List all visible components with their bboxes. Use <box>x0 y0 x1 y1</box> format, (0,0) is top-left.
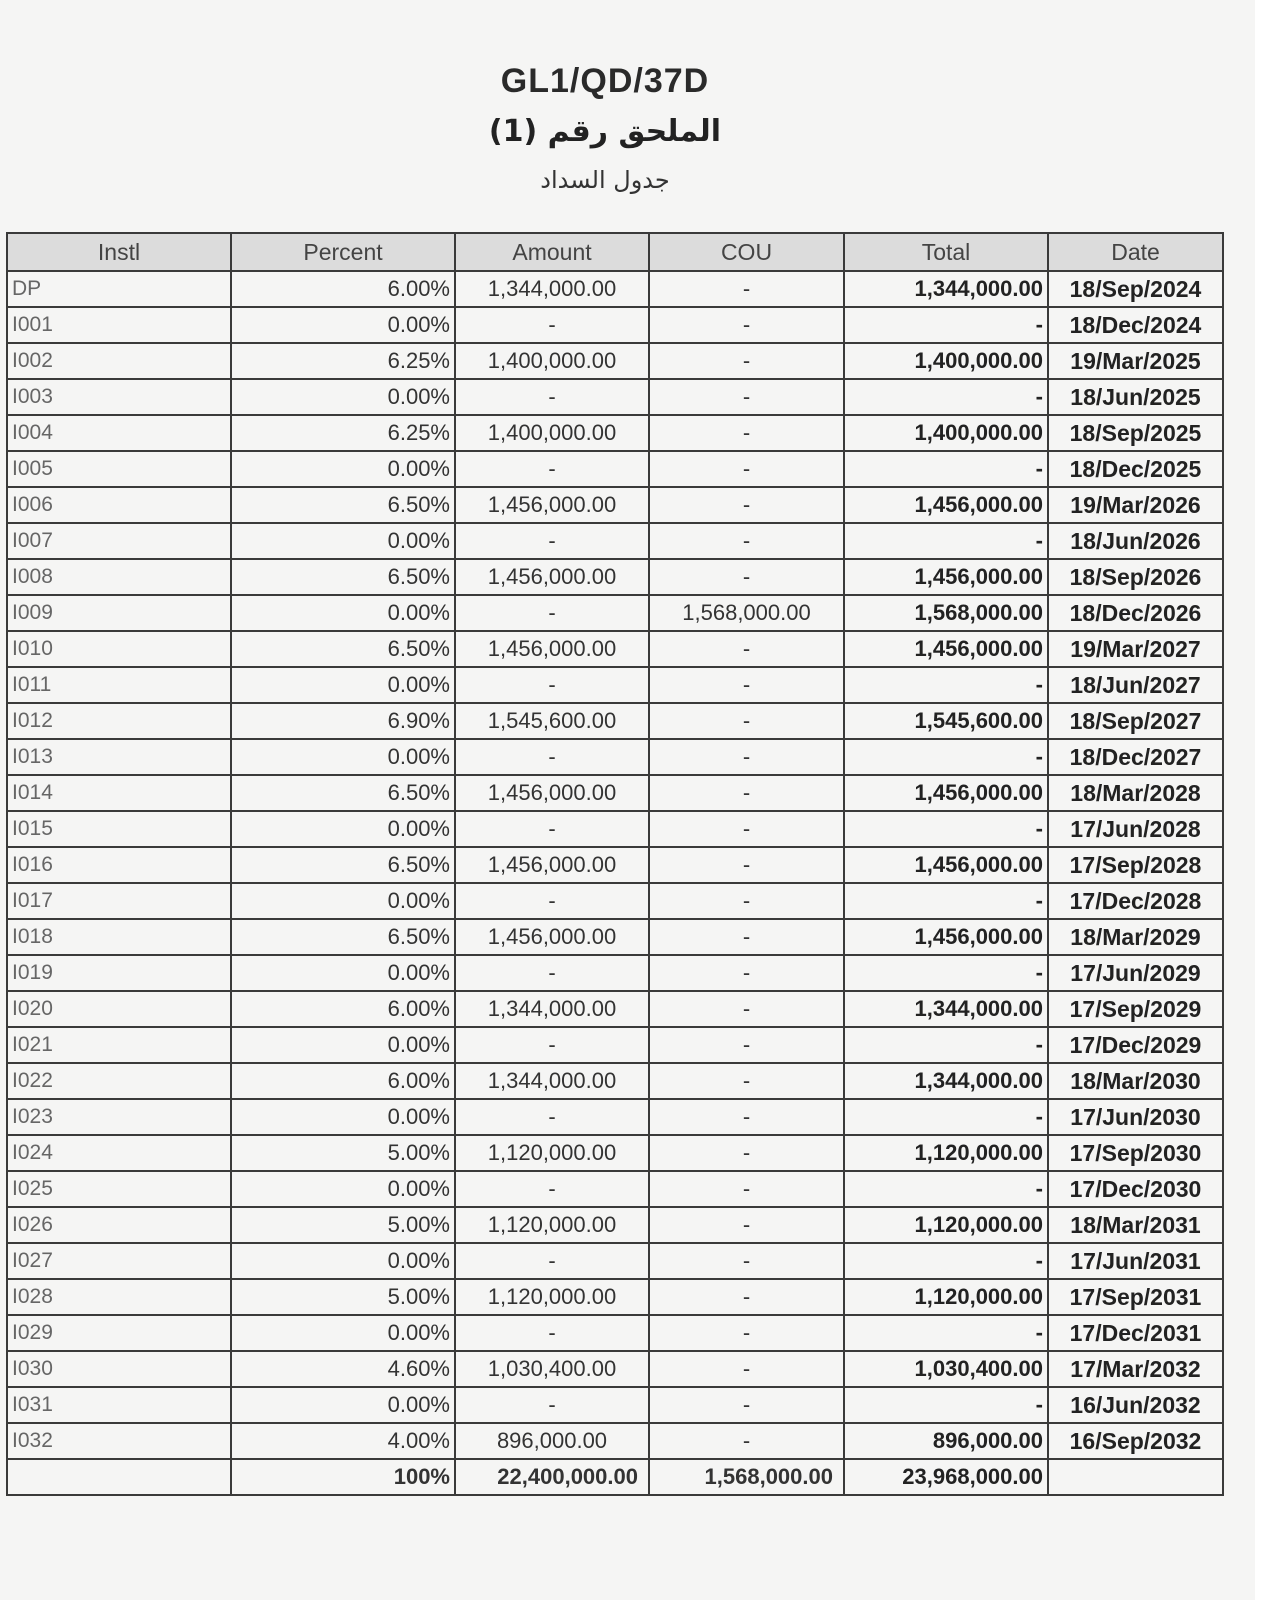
cou-cell: 1,568,000.00 <box>649 595 844 631</box>
amount-cell: - <box>455 1027 649 1063</box>
amount-cell: - <box>455 667 649 703</box>
totals-total-cell: 23,968,000.00 <box>844 1459 1048 1495</box>
instl-cell: I024 <box>7 1135 231 1171</box>
table-row <box>7 1135 1223 1171</box>
amount-cell: 1,344,000.00 <box>455 271 649 307</box>
table-row <box>7 523 1223 559</box>
cou-cell: - <box>649 739 844 775</box>
date-cell: 18/Dec/2027 <box>1048 739 1223 775</box>
date-cell: 18/Dec/2026 <box>1048 595 1223 631</box>
amount-cell: 1,400,000.00 <box>455 415 649 451</box>
instl-cell: I010 <box>7 631 231 667</box>
date-cell: 18/Sep/2025 <box>1048 415 1223 451</box>
cou-cell: - <box>649 1315 844 1351</box>
amount-cell: - <box>455 739 649 775</box>
amount-cell: 1,120,000.00 <box>455 1135 649 1171</box>
date-cell: 19/Mar/2027 <box>1048 631 1223 667</box>
total-cell: 1,030,400.00 <box>844 1351 1048 1387</box>
amount-cell: - <box>455 379 649 415</box>
column-header-percent: Percent <box>231 233 455 271</box>
table-row <box>7 1351 1223 1387</box>
percent-cell: 0.00% <box>231 1387 455 1423</box>
cou-cell: - <box>649 1027 844 1063</box>
amount-cell: - <box>455 1171 649 1207</box>
instl-cell: I005 <box>7 451 231 487</box>
percent-cell: 6.50% <box>231 631 455 667</box>
table-row <box>7 1099 1223 1135</box>
total-cell: - <box>844 739 1048 775</box>
instl-cell: I013 <box>7 739 231 775</box>
document-code: GL1/QD/37D <box>500 62 710 100</box>
percent-cell: 5.00% <box>231 1135 455 1171</box>
total-cell: - <box>844 379 1048 415</box>
instl-cell: I009 <box>7 595 231 631</box>
cou-cell: - <box>649 991 844 1027</box>
amount-cell: 1,545,600.00 <box>455 703 649 739</box>
total-cell: 1,344,000.00 <box>844 271 1048 307</box>
amount-cell: 1,456,000.00 <box>455 559 649 595</box>
table-row <box>7 1279 1223 1315</box>
percent-cell: 4.00% <box>231 1423 455 1459</box>
total-cell: 1,344,000.00 <box>844 1063 1048 1099</box>
instl-cell: I007 <box>7 523 231 559</box>
total-cell: 1,344,000.00 <box>844 991 1048 1027</box>
total-cell: - <box>844 667 1048 703</box>
table-row <box>7 1063 1223 1099</box>
total-cell: - <box>844 883 1048 919</box>
amount-cell: 1,456,000.00 <box>455 487 649 523</box>
percent-cell: 6.50% <box>231 775 455 811</box>
payment-schedule-table <box>6 232 1224 1496</box>
cou-cell: - <box>649 919 844 955</box>
total-cell: 1,120,000.00 <box>844 1279 1048 1315</box>
amount-cell: 1,456,000.00 <box>455 775 649 811</box>
background-edge <box>1255 0 1282 1600</box>
date-cell: 17/Dec/2030 <box>1048 1171 1223 1207</box>
cou-cell: - <box>649 1099 844 1135</box>
table-header-row <box>7 233 1223 271</box>
cou-cell: - <box>649 1171 844 1207</box>
table-row <box>7 451 1223 487</box>
instl-cell: I031 <box>7 1387 231 1423</box>
cou-cell: - <box>649 1243 844 1279</box>
amount-cell: 1,120,000.00 <box>455 1207 649 1243</box>
percent-cell: 0.00% <box>231 667 455 703</box>
column-header-total: Total <box>844 233 1048 271</box>
percent-cell: 4.60% <box>231 1351 455 1387</box>
amount-cell: 1,456,000.00 <box>455 631 649 667</box>
cou-cell: - <box>649 415 844 451</box>
percent-cell: 0.00% <box>231 595 455 631</box>
instl-cell: I026 <box>7 1207 231 1243</box>
table-row <box>7 343 1223 379</box>
total-cell: - <box>844 1171 1048 1207</box>
instl-cell: I014 <box>7 775 231 811</box>
instl-cell: I017 <box>7 883 231 919</box>
table-body <box>7 271 1223 1459</box>
instl-cell: I020 <box>7 991 231 1027</box>
total-cell: - <box>844 811 1048 847</box>
cou-cell: - <box>649 451 844 487</box>
cou-cell: - <box>649 775 844 811</box>
date-cell: 17/Dec/2031 <box>1048 1315 1223 1351</box>
column-header-date: Date <box>1048 233 1223 271</box>
table-row <box>7 1387 1223 1423</box>
table-row <box>7 1027 1223 1063</box>
cou-cell: - <box>649 1135 844 1171</box>
percent-cell: 6.50% <box>231 559 455 595</box>
total-cell: - <box>844 523 1048 559</box>
table-row <box>7 847 1223 883</box>
percent-cell: 0.00% <box>231 955 455 991</box>
amount-cell: 1,400,000.00 <box>455 343 649 379</box>
percent-cell: 0.00% <box>231 1243 455 1279</box>
percent-cell: 6.00% <box>231 991 455 1027</box>
date-cell: 18/Jun/2025 <box>1048 379 1223 415</box>
percent-cell: 0.00% <box>231 739 455 775</box>
instl-cell: DP <box>7 271 231 307</box>
total-cell: - <box>844 1243 1048 1279</box>
total-cell: 1,456,000.00 <box>844 847 1048 883</box>
instl-cell: I029 <box>7 1315 231 1351</box>
document-header <box>0 58 1210 200</box>
total-cell: 1,456,000.00 <box>844 631 1048 667</box>
cou-cell: - <box>649 847 844 883</box>
date-cell: 18/Jun/2026 <box>1048 523 1223 559</box>
total-cell: 1,120,000.00 <box>844 1135 1048 1171</box>
total-cell: - <box>844 1027 1048 1063</box>
totals-date-cell <box>1048 1459 1223 1495</box>
instl-cell: I006 <box>7 487 231 523</box>
percent-cell: 0.00% <box>231 1315 455 1351</box>
date-cell: 17/Sep/2030 <box>1048 1135 1223 1171</box>
cou-cell: - <box>649 811 844 847</box>
amount-cell: - <box>455 1099 649 1135</box>
cou-cell: - <box>649 379 844 415</box>
total-cell: - <box>844 307 1048 343</box>
amount-cell: - <box>455 811 649 847</box>
annex-title: الملحق رقم (1) <box>488 114 722 149</box>
totals-amount-cell: 22,400,000.00 <box>455 1459 649 1495</box>
column-header-instl: Instl <box>7 233 231 271</box>
percent-cell: 0.00% <box>231 379 455 415</box>
amount-cell: - <box>455 595 649 631</box>
instl-cell: I023 <box>7 1099 231 1135</box>
percent-cell: 6.25% <box>231 343 455 379</box>
table-row <box>7 1315 1223 1351</box>
totals-instl-cell <box>7 1459 231 1495</box>
percent-cell: 6.00% <box>231 271 455 307</box>
instl-cell: I032 <box>7 1423 231 1459</box>
cou-cell: - <box>649 559 844 595</box>
instl-cell: I003 <box>7 379 231 415</box>
date-cell: 17/Dec/2028 <box>1048 883 1223 919</box>
date-cell: 17/Sep/2031 <box>1048 1279 1223 1315</box>
cou-cell: - <box>649 487 844 523</box>
total-cell: 1,120,000.00 <box>844 1207 1048 1243</box>
table-row <box>7 667 1223 703</box>
total-cell: 896,000.00 <box>844 1423 1048 1459</box>
total-cell: 1,568,000.00 <box>844 595 1048 631</box>
amount-cell: 1,344,000.00 <box>455 991 649 1027</box>
date-cell: 18/Sep/2024 <box>1048 271 1223 307</box>
instl-cell: I030 <box>7 1351 231 1387</box>
cou-cell: - <box>649 955 844 991</box>
instl-cell: I011 <box>7 667 231 703</box>
instl-cell: I016 <box>7 847 231 883</box>
percent-cell: 0.00% <box>231 811 455 847</box>
amount-cell: 1,030,400.00 <box>455 1351 649 1387</box>
table-row <box>7 379 1223 415</box>
total-cell: - <box>844 1315 1048 1351</box>
percent-cell: 6.50% <box>231 919 455 955</box>
date-cell: 17/Sep/2028 <box>1048 847 1223 883</box>
percent-cell: 0.00% <box>231 1099 455 1135</box>
cou-cell: - <box>649 1279 844 1315</box>
amount-cell: - <box>455 883 649 919</box>
total-cell: - <box>844 451 1048 487</box>
cou-cell: - <box>649 1063 844 1099</box>
percent-cell: 0.00% <box>231 1027 455 1063</box>
table-row <box>7 955 1223 991</box>
percent-cell: 6.50% <box>231 847 455 883</box>
instl-cell: I012 <box>7 703 231 739</box>
total-cell: - <box>844 1099 1048 1135</box>
date-cell: 16/Jun/2032 <box>1048 1387 1223 1423</box>
amount-cell: - <box>455 1315 649 1351</box>
instl-cell: I004 <box>7 415 231 451</box>
date-cell: 18/Sep/2027 <box>1048 703 1223 739</box>
percent-cell: 0.00% <box>231 451 455 487</box>
instl-cell: I021 <box>7 1027 231 1063</box>
date-cell: 18/Jun/2027 <box>1048 667 1223 703</box>
table-row <box>7 919 1223 955</box>
total-cell: 1,400,000.00 <box>844 415 1048 451</box>
total-cell: 1,456,000.00 <box>844 919 1048 955</box>
total-cell: 1,456,000.00 <box>844 487 1048 523</box>
date-cell: 18/Mar/2029 <box>1048 919 1223 955</box>
date-cell: 17/Mar/2032 <box>1048 1351 1223 1387</box>
total-cell: - <box>844 955 1048 991</box>
date-cell: 18/Mar/2030 <box>1048 1063 1223 1099</box>
totals-percent-cell: 100% <box>231 1459 455 1495</box>
amount-cell: 1,456,000.00 <box>455 919 649 955</box>
cou-cell: - <box>649 1423 844 1459</box>
amount-cell: - <box>455 1243 649 1279</box>
percent-cell: 0.00% <box>231 523 455 559</box>
cou-cell: - <box>649 667 844 703</box>
total-cell: 1,400,000.00 <box>844 343 1048 379</box>
table-row <box>7 487 1223 523</box>
totals-row <box>7 1459 1223 1495</box>
amount-cell: - <box>455 523 649 559</box>
total-cell: 1,545,600.00 <box>844 703 1048 739</box>
date-cell: 17/Jun/2029 <box>1048 955 1223 991</box>
percent-cell: 6.00% <box>231 1063 455 1099</box>
instl-cell: I027 <box>7 1243 231 1279</box>
date-cell: 18/Dec/2024 <box>1048 307 1223 343</box>
cou-cell: - <box>649 307 844 343</box>
instl-cell: I002 <box>7 343 231 379</box>
date-cell: 16/Sep/2032 <box>1048 1423 1223 1459</box>
instl-cell: I015 <box>7 811 231 847</box>
table-row <box>7 1171 1223 1207</box>
cou-cell: - <box>649 1387 844 1423</box>
table-row <box>7 415 1223 451</box>
instl-cell: I008 <box>7 559 231 595</box>
percent-cell: 6.50% <box>231 487 455 523</box>
column-header-cou: COU <box>649 233 844 271</box>
date-cell: 17/Jun/2031 <box>1048 1243 1223 1279</box>
percent-cell: 6.90% <box>231 703 455 739</box>
date-cell: 18/Sep/2026 <box>1048 559 1223 595</box>
date-cell: 18/Dec/2025 <box>1048 451 1223 487</box>
cou-cell: - <box>649 631 844 667</box>
table-row <box>7 811 1223 847</box>
table-row <box>7 559 1223 595</box>
table-row <box>7 739 1223 775</box>
amount-cell: - <box>455 451 649 487</box>
totals-cou-cell: 1,568,000.00 <box>649 1459 844 1495</box>
date-cell: 18/Mar/2031 <box>1048 1207 1223 1243</box>
date-cell: 18/Mar/2028 <box>1048 775 1223 811</box>
instl-cell: I018 <box>7 919 231 955</box>
instl-cell: I025 <box>7 1171 231 1207</box>
table-row <box>7 1207 1223 1243</box>
percent-cell: 0.00% <box>231 883 455 919</box>
table-row <box>7 883 1223 919</box>
date-cell: 17/Dec/2029 <box>1048 1027 1223 1063</box>
table-row <box>7 775 1223 811</box>
table-row <box>7 631 1223 667</box>
amount-cell: - <box>455 955 649 991</box>
percent-cell: 0.00% <box>231 307 455 343</box>
amount-cell: 1,456,000.00 <box>455 847 649 883</box>
percent-cell: 0.00% <box>231 1171 455 1207</box>
instl-cell: I028 <box>7 1279 231 1315</box>
cou-cell: - <box>649 703 844 739</box>
cou-cell: - <box>649 1351 844 1387</box>
cou-cell: - <box>649 883 844 919</box>
table-row <box>7 595 1223 631</box>
instl-cell: I001 <box>7 307 231 343</box>
cou-cell: - <box>649 343 844 379</box>
table-row <box>7 307 1223 343</box>
date-cell: 17/Sep/2029 <box>1048 991 1223 1027</box>
date-cell: 17/Jun/2030 <box>1048 1099 1223 1135</box>
table-row <box>7 1423 1223 1459</box>
date-cell: 17/Jun/2028 <box>1048 811 1223 847</box>
instl-cell: I022 <box>7 1063 231 1099</box>
column-header-amount: Amount <box>455 233 649 271</box>
cou-cell: - <box>649 271 844 307</box>
table-row <box>7 703 1223 739</box>
cou-cell: - <box>649 523 844 559</box>
total-cell: - <box>844 1387 1048 1423</box>
cou-cell: - <box>649 1207 844 1243</box>
date-cell: 19/Mar/2026 <box>1048 487 1223 523</box>
amount-cell: 1,120,000.00 <box>455 1279 649 1315</box>
amount-cell: - <box>455 1387 649 1423</box>
amount-cell: 896,000.00 <box>455 1423 649 1459</box>
percent-cell: 5.00% <box>231 1279 455 1315</box>
total-cell: 1,456,000.00 <box>844 559 1048 595</box>
percent-cell: 5.00% <box>231 1207 455 1243</box>
amount-cell: - <box>455 307 649 343</box>
table-row <box>7 991 1223 1027</box>
total-cell: 1,456,000.00 <box>844 775 1048 811</box>
amount-cell: 1,344,000.00 <box>455 1063 649 1099</box>
table-row <box>7 1243 1223 1279</box>
table-row <box>7 271 1223 307</box>
percent-cell: 6.25% <box>231 415 455 451</box>
schedule-title: جدول السداد <box>540 166 670 194</box>
date-cell: 19/Mar/2025 <box>1048 343 1223 379</box>
instl-cell: I019 <box>7 955 231 991</box>
